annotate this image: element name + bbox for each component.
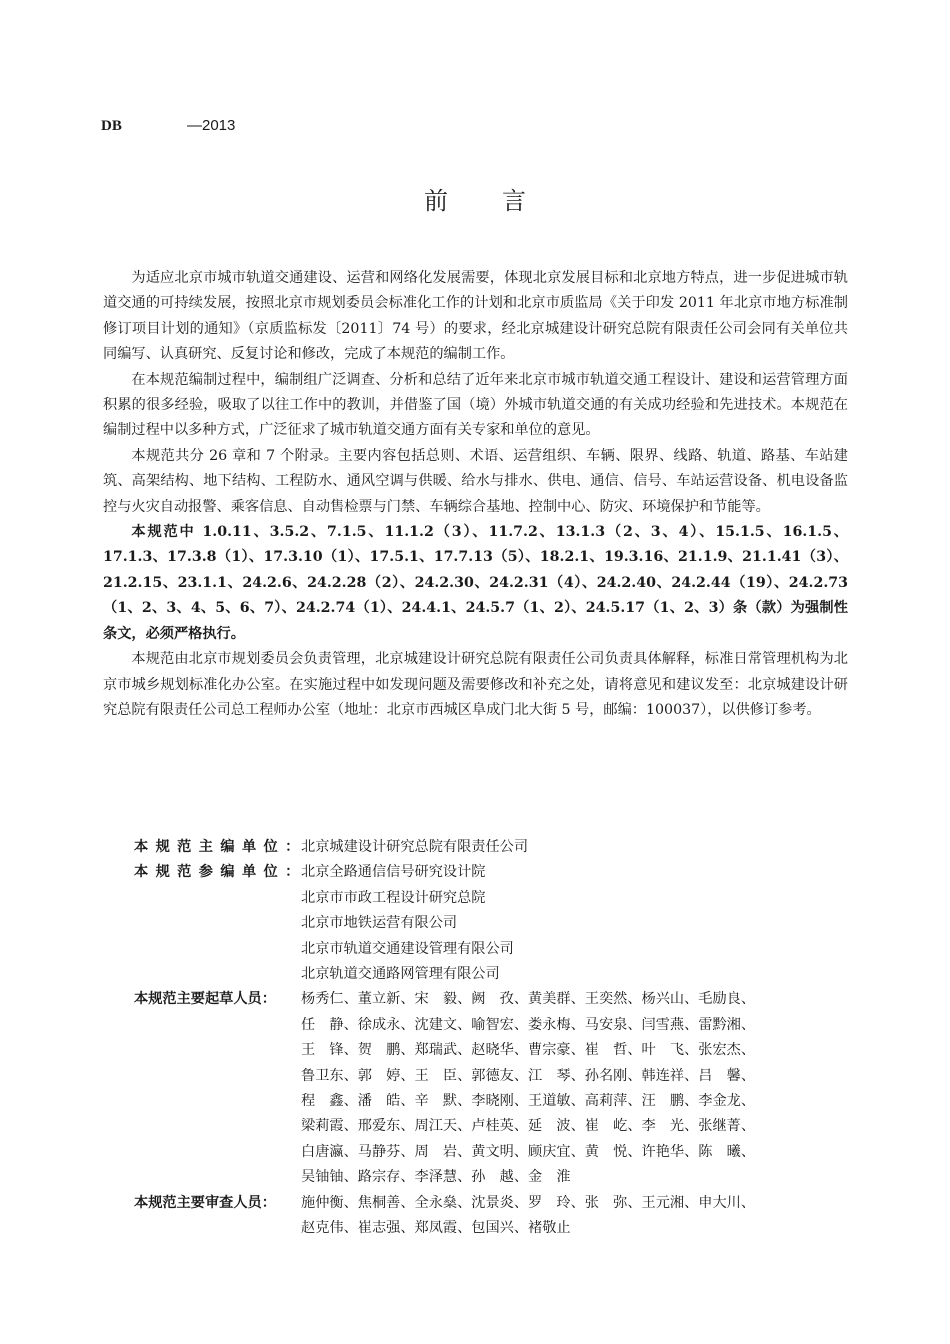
paragraph-contents: 本规范共分 26 章和 7 个附录。主要内容包括总则、术语、运营组织、车辆、限界、线路、轨道、路基、车站建筑、高架结构、地下结构、工程防水、通风空调与供暖、给水与排水、供电、通信、信号、车站运营设备、机电设备监控与火灾自动报警、乘客信息、自动售检票与门禁、车辆综合基地、控制中心、防灾、环境保护和节能等。 [103, 447, 848, 515]
contributors-section [103, 835, 848, 1242]
drafters-line: 吴铀铀、路宗存、李泽慧、孙 越、金 淮 [301, 1169, 571, 1186]
drafters-line: 梁莉霞、邢爱东、周江天、卢桂英、延 波、崔 屹、李 光、张继菁、 [301, 1118, 756, 1135]
participating-unit: 北京轨道交通路网管理有限公司 [301, 966, 500, 983]
document-header [101, 115, 235, 136]
reviewers-label: 本规范主要审查人员： [134, 1194, 276, 1211]
paragraph-mandatory-clauses: 本规范中 1.0.11、3.5.2、7.1.5、11.1.2（3）、11.7.2、13.1.3（2、3、4）、15.1.5、16.1.5、17.1.3、17.3.8（1）、17.3.10（1）、17.5.1、17.7.13（5）、18.2.1、19.3.16、21.1.9、21.1.41（3）、21.2.15、23.1.1、24.2.6、24.2.28（2）、24.2.30、24.2.31（4）、24.2.40、24.2.44（19）、24.2.73（1、2、3、4、5、6、7）、24.2.74（1）、24.4.1、24.5.7（1、2）、24.5.17（1、2、3）条（款）为强制性条文，必须严格执行。 [103, 524, 848, 642]
chief-unit-row [103, 835, 848, 860]
participating-unit: 北京市轨道交通建设管理有限公司 [301, 940, 514, 957]
drafters-line: 程 鑫、潘 皓、辛 默、李晓刚、王道敏、高莉萍、汪 鹏、李金龙、 [301, 1093, 756, 1110]
page-title: 前言 [424, 187, 580, 215]
standard-code: DB [101, 118, 122, 134]
chief-unit-value: 北京城建设计研究总院有限责任公司 [301, 839, 529, 855]
reviewers-row [103, 1191, 848, 1242]
reviewers-line: 赵克伟、崔志强、郑凤霞、包国兴、褚敬止 [301, 1220, 571, 1237]
preface-body [103, 266, 848, 723]
drafters-label: 本规范主要起草人员： [134, 991, 276, 1008]
paragraph-process: 在本规范编制过程中，编制组广泛调查、分析和总结了近年来北京市城市轨道交通工程设计、建设和运营管理方面积累的很多经验，吸取了以往工作中的教训，并借鉴了国（境）外城市轨道交通的有关成功经验和先进技术。本规范在编制过程中以多种方式，广泛征求了城市轨道交通方面有关专家和单位的意见。 [103, 371, 848, 439]
drafters-line: 鲁卫东、郭 婷、王 臣、郭德友、江 琴、孙名刚、韩连祥、吕 馨、 [301, 1067, 756, 1084]
reviewers-line: 施仲衡、焦桐善、全永燊、沈景炎、罗 玲、张 弥、王元湘、申大川、 [301, 1194, 756, 1211]
participating-units-row [103, 860, 848, 987]
drafters-line: 王 锋、贺 鹏、郑瑞武、赵晓华、曹宗豪、崔 哲、叶 飞、张宏杰、 [301, 1042, 756, 1059]
participating-unit: 北京市市政工程设计研究总院 [301, 889, 486, 906]
paragraph-purpose: 为适应北京市城市轨道交通建设、运营和网络化发展需要，体现北京发展目标和北京地方特点，进一步促进城市轨道交通的可持续发展，按照北京市规划委员会标准化工作的计划和北京市质监局《关于印发 2011 年北京市地方标准制修订项目计划的通知》（京质监标发〔2011〕74 号）的要求，经北京城建设计研究总院有限责任公司会同有关单位共同编写、认真研究、反复讨论和修改，完成了本规范的编制工作。 [103, 270, 848, 363]
participating-unit: 北京全路通信信号研究设计院 [301, 864, 486, 881]
drafters-row [103, 987, 848, 1190]
participating-unit: 北京市地铁运营有限公司 [301, 915, 458, 932]
drafters-line: 杨秀仁、董立新、宋 毅、阙 孜、黄美群、王奕然、杨兴山、毛励良、 [301, 991, 756, 1008]
chief-unit-label: 本规范主编单位： [134, 839, 307, 855]
drafters-line: 白唐瀛、马静芬、周 岩、黄文明、顾庆宜、黄 悦、许艳华、陈 曦、 [301, 1143, 756, 1160]
drafters-line: 任 静、徐成永、沈建文、喻智宏、娄永梅、马安泉、闫雪燕、雷黔湘、 [301, 1016, 756, 1033]
participating-units-label: 本规范参编单位： [134, 864, 307, 881]
standard-year: —2013 [187, 117, 236, 134]
paragraph-management: 本规范由北京市规划委员会负责管理，北京城建设计研究总院有限责任公司负责具体解释，标准日常管理机构为北京市城乡规划标准化办公室。在实施过程中如发现问题及需要修改和补充之处，请将意见和建议发至：北京城建设计研究总院有限责任公司总工程师办公室（地址：北京市西城区阜成门北大街 5 号，邮编：100037），以供修订参考。 [103, 651, 848, 718]
